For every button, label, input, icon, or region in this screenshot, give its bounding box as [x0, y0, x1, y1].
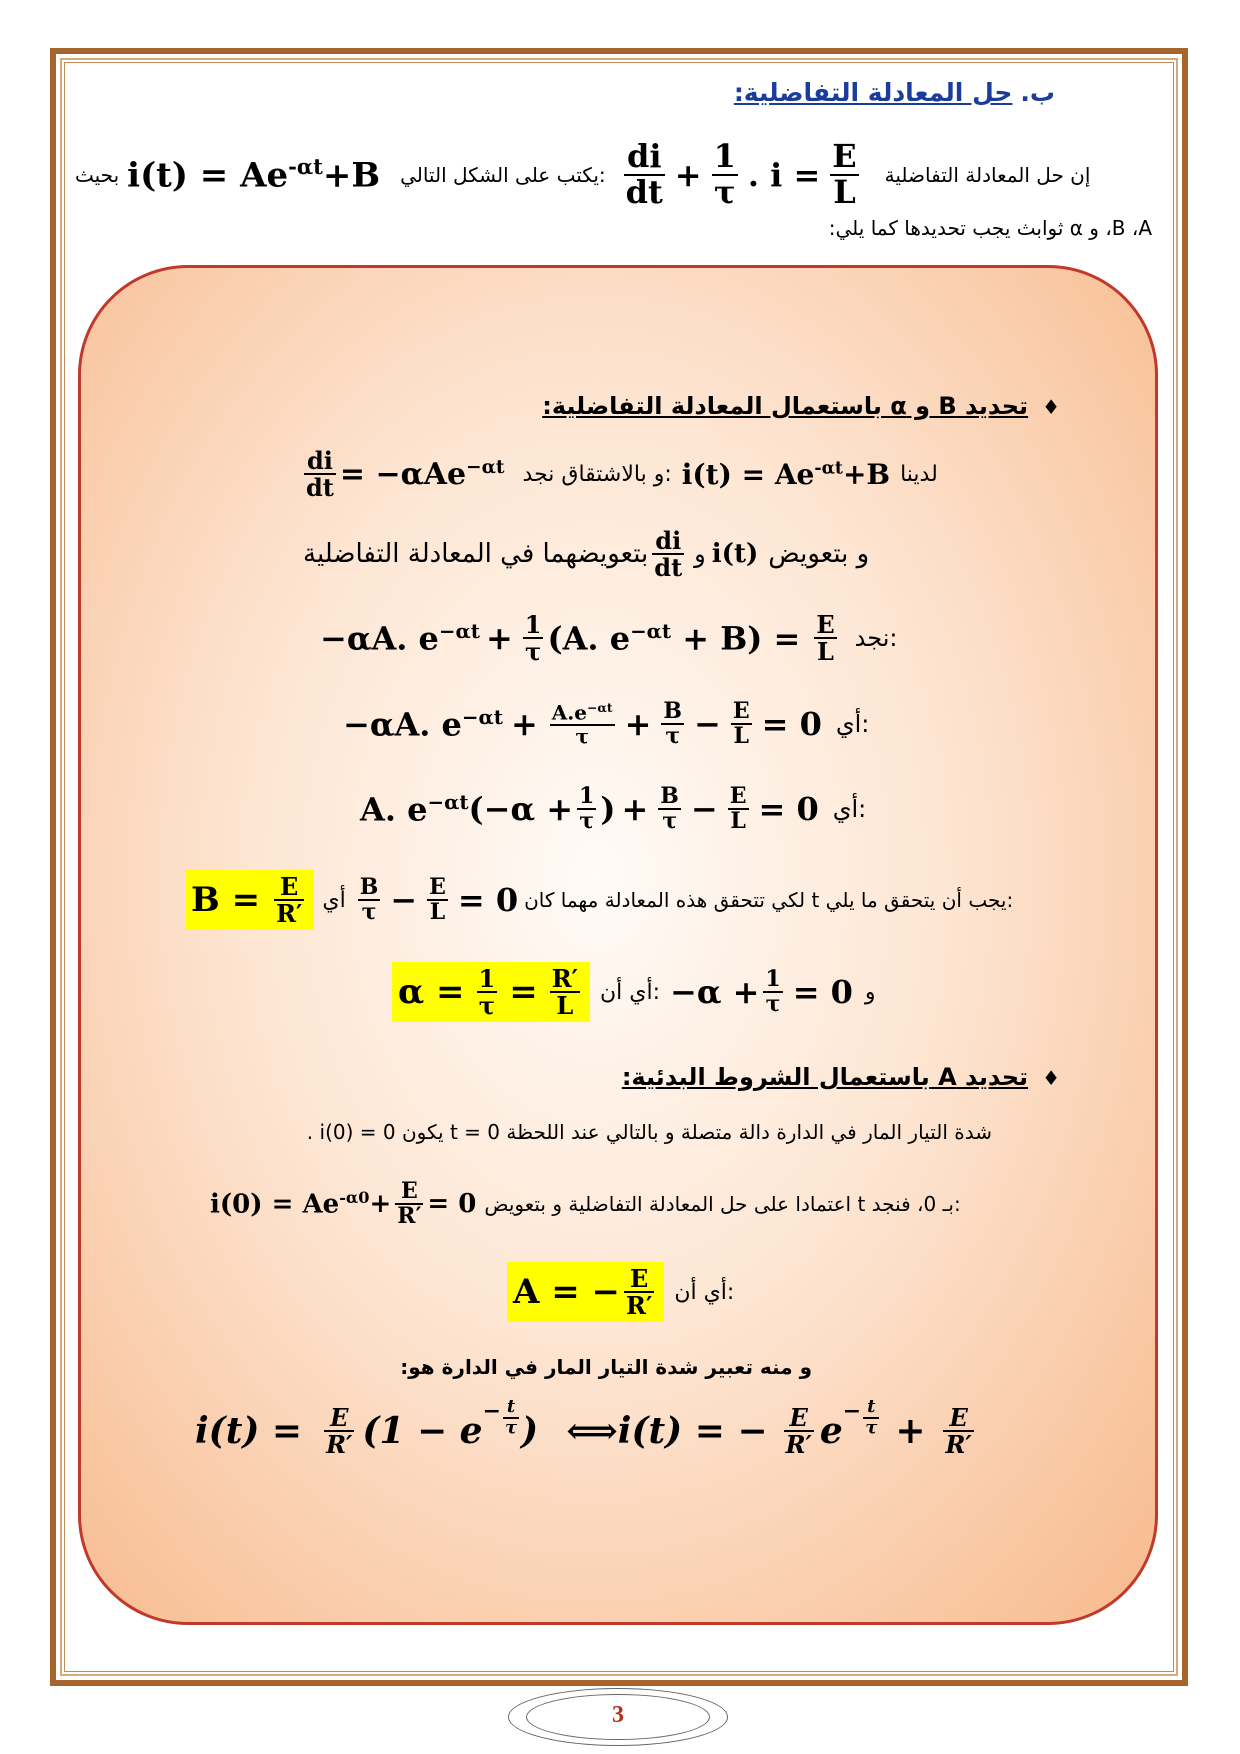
block2-heading: ♦تحديد A باستعمال الشروط البدئية: — [621, 1063, 1060, 1091]
solution-form: $i(t) = Ae^{-\alpha t}+B$ — [127, 154, 381, 196]
condition-alpha: α = $\frac{1}{\tau}$ = $\frac{R'}{L}$ أي أن: −α + $\frac{1}{\tau}$ = 0 و — [392, 962, 876, 1022]
intro-constants: B ،A، و α ثوابث يجب تحديدها كما يلي: — [828, 216, 1152, 240]
continuity-text: شدة التيار المار في الدارة دالة متصلة و بالتالي عند اللحظة t = 0 يكون i(0) = 0 . — [306, 1120, 992, 1144]
intro-line: بحيث $i(t) = Ae^{-\alpha t}+B$ يكتب على الشكل التالي: $\frac{di}{dt}$ + $\frac{1}{\tau}$ . i = $\frac{E}{L}$ إن حل المعادلة التفاضلية — [75, 137, 1091, 211]
conclusion-text: و منه تعبير شدة التيار المار في الدارة هو: — [400, 1355, 812, 1379]
differential-equation: $\frac{di}{dt}$ + $\frac{1}{\tau}$ . i = $\frac{E}{L}$ — [625, 137, 857, 211]
block1-heading: ♦تحديد B و α باستعمال المعادلة التفاضلية: — [542, 392, 1060, 420]
initial-condition-line: $i(0) = Ae^{-\alpha 0}$ + $\frac{E}{R'}$ = 0 اعتمادا على حل المعادلة التفاضلية و بتعويض t بـ 0، فنجد: — [210, 1178, 961, 1230]
section-heading: حل المعادلة التفاضلية: — [733, 78, 1013, 107]
derivative-line: $\frac{di}{dt}$ = −αAe$^{-\alpha t}$ و بالاشتقاق نجد: $i(t) = Ae^{-\alpha t}+B$ لدينا — [306, 446, 938, 503]
section-title — [734, 78, 1055, 107]
substitution-line: بتعويضهما في المعادلة التفاضلية $\frac{di}{dt}$ و i(t) و بتعويض — [303, 526, 870, 583]
condition-B: B = $\frac{E}{R'}$ أي $\frac{B}{\tau}$ − $\frac{E}{L}$ = 0 لكي تتحقق هذه المعادلة مهما كان t يجب أن يتحقق ما يلي: — [185, 870, 1013, 930]
final-current-expression: i(t) = $\frac{E}{R'}$ (1 − e − $\frac{t}{\tau}$ ) ⟺i(t) = − $\frac{E}{R'}$ e − $\frac{t}{\tau}$ + $\frac{E}{R'}$ — [195, 1396, 972, 1460]
result-A: A = − $\frac{E}{R'}$ أي أن: — [507, 1262, 734, 1322]
equation-3: −αA. $e^{-\alpha t}$ + $\frac{1}{\tau}$ (A. $e^{-\alpha t} + B$) = $\frac{E}{L}$ نجد: — [320, 610, 898, 667]
section-letter: ب. — [1020, 78, 1055, 107]
equation-4: −αA. $e^{-\alpha t}$ + $\frac{A.e^{-\alpha t}}{\tau}$ + $\frac{B}{\tau}$ − $\frac{E}{L}$ = 0 أي: — [343, 698, 870, 750]
page-number: 3 — [508, 1688, 728, 1746]
equation-5: A. $e^{-\alpha t}$ (−α + $\frac{1}{\tau}$ ) + $\frac{B}{\tau}$ − $\frac{E}{L}$ = 0 أي: — [360, 783, 867, 835]
